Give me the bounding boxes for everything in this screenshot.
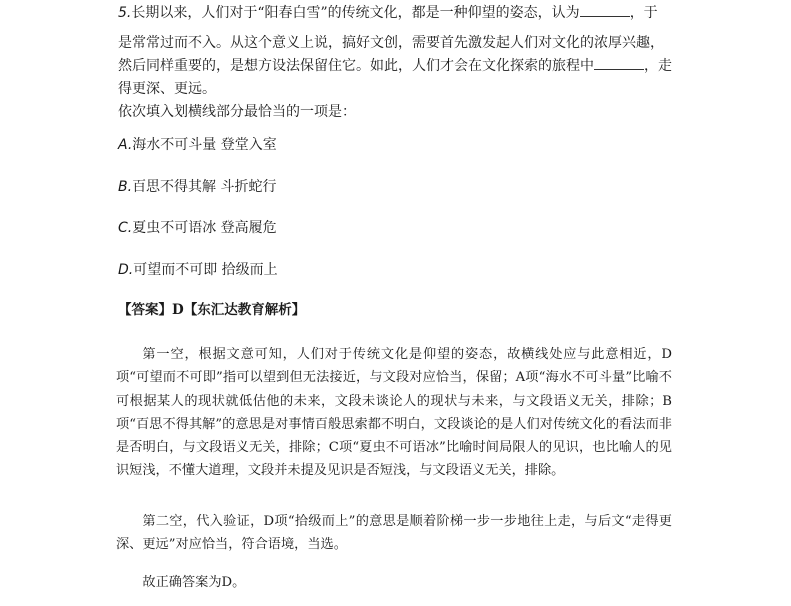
option-c-letter: C. xyxy=(118,220,133,236)
question-text-3b: ，走 xyxy=(644,58,672,74)
blank-2 xyxy=(594,57,644,70)
question-number: 5. xyxy=(118,5,132,21)
question-line-3 xyxy=(118,57,672,75)
question-text-3a: 然后同样重要的，是想方设法保留住它。如此，人们才会在文化探索的旅程中 xyxy=(118,58,594,74)
explanation-paragraph-2: 第二空，代入验证，D项“拾级而上”的意思是顺着阶梯一步一步地往上走，与后文“走得更深、更远”对应恰当，符合语境，当选。 xyxy=(116,514,672,553)
question-line-1 xyxy=(118,4,658,22)
option-d xyxy=(118,261,278,279)
option-c-text: 夏虫不可语冰 登高履危 xyxy=(132,220,277,236)
option-d-letter: D. xyxy=(118,262,134,278)
answer-header: 【答案】D【东汇达教育解析】 xyxy=(118,302,306,318)
option-a xyxy=(118,136,277,154)
explanation-paragraph-3: 故正确答案为D。 xyxy=(142,575,246,590)
question-instruction: 依次填入划横线部分最恰当的一项是： xyxy=(118,104,356,120)
question-line-4: 得更深、更远。 xyxy=(118,81,216,97)
blank-1 xyxy=(580,4,630,17)
question-text-1a: 长期以来，人们对于“阳春白雪”的传统文化，都是一种仰望的姿态，认为 xyxy=(131,5,580,21)
option-d-text: 可望而不可即 拾级而上 xyxy=(133,262,278,278)
option-c xyxy=(118,219,277,237)
question-text-1b: ，于 xyxy=(629,5,658,21)
option-b-letter: B. xyxy=(118,179,133,195)
option-b-text: 百思不得其解 斗折蛇行 xyxy=(132,179,277,195)
option-a-letter: A. xyxy=(118,137,133,153)
option-b xyxy=(118,178,277,196)
option-a-text: 海水不可斗量 登堂入室 xyxy=(132,137,277,153)
question-line-2: 是常常过而不入。从这个意义上说，搞好文创，需要首先激发起人们对文化的浓厚兴趣， xyxy=(118,35,664,51)
explanation-paragraph-1: 第一空，根据文意可知，人们对于传统文化是仰望的姿态，故横线处应与此意相近，D项“可望而不可即”指可以望到但无法接近，与文段对应恰当，保留；A项“海水不可斗量”比喻不可根据某人的现状就低估他的未来，文段未谈论人的现状与未来，与文段语义无关，排除；B项“百思不得其解”的意思是对事情百般思索都不明白，文段谈论的是人们对传统文化的看法而非是否明白，与文段语义无关，排除；C项“夏虫不可语冰”比喻时间局限人的见识，也比喻人的见识短浅，不懂大道理，文段并未提及见识是否短浅，与文段语义无关，排除。 xyxy=(116,347,672,479)
